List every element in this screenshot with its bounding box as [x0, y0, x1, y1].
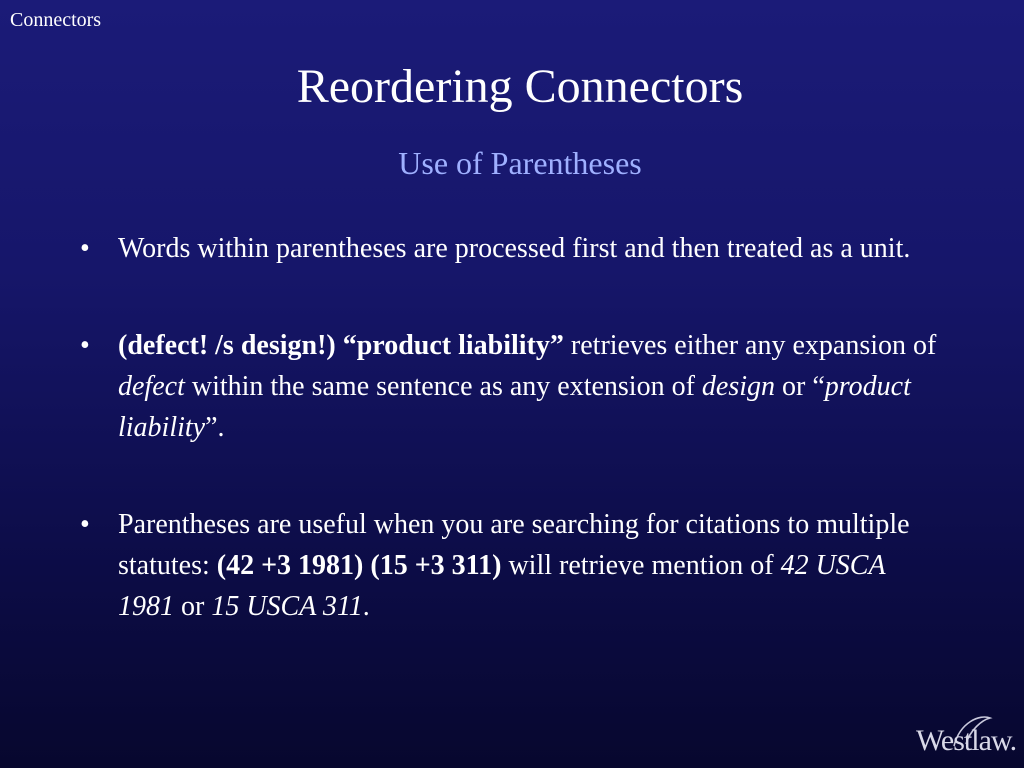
- slide-title: Reordering Connectors: [296, 60, 744, 113]
- bullet-item-2: [80, 325, 940, 448]
- bullet-text: Words within parentheses are processed first and then treated as a unit.: [118, 233, 911, 264]
- bullet-item-1: [80, 228, 940, 269]
- term-defect: defect: [118, 371, 185, 402]
- bullet-text: will retrieve mention of: [501, 550, 781, 581]
- bullet-list: [80, 228, 940, 683]
- bullet-text: or “: [775, 371, 825, 402]
- bullet-marker: •: [80, 233, 90, 264]
- bullet-text: within the same sentence as any extension of: [184, 371, 702, 402]
- bullet-text: Parentheses are useful when you are searching for citations to multiple statutes:: [118, 509, 910, 581]
- search-query: (42 +3 1981) (15 +3 311): [216, 550, 502, 581]
- citation-1: 42 USCA 1981: [118, 550, 886, 622]
- slide-subtitle: Use of Parentheses: [398, 145, 642, 181]
- bullet-item-3: [80, 504, 940, 627]
- search-query: (defect! /s design!) “product liability”: [118, 330, 564, 361]
- bullet-text: retrieves either any expansion of: [563, 330, 937, 361]
- westlaw-logo-text: Westlaw.: [916, 724, 1017, 757]
- term-design: design: [701, 371, 776, 402]
- bullet-text: or: [174, 591, 212, 622]
- term-product-liability: product liability: [118, 371, 911, 443]
- westlaw-logo: [916, 712, 1016, 758]
- bullet-marker: •: [80, 509, 90, 540]
- bullet-text: ”.: [205, 412, 225, 443]
- bullet-text: .: [362, 591, 370, 622]
- citation-2: 15 USCA 311: [211, 591, 363, 622]
- section-label: Connectors: [10, 9, 102, 31]
- bullet-marker: •: [80, 330, 90, 361]
